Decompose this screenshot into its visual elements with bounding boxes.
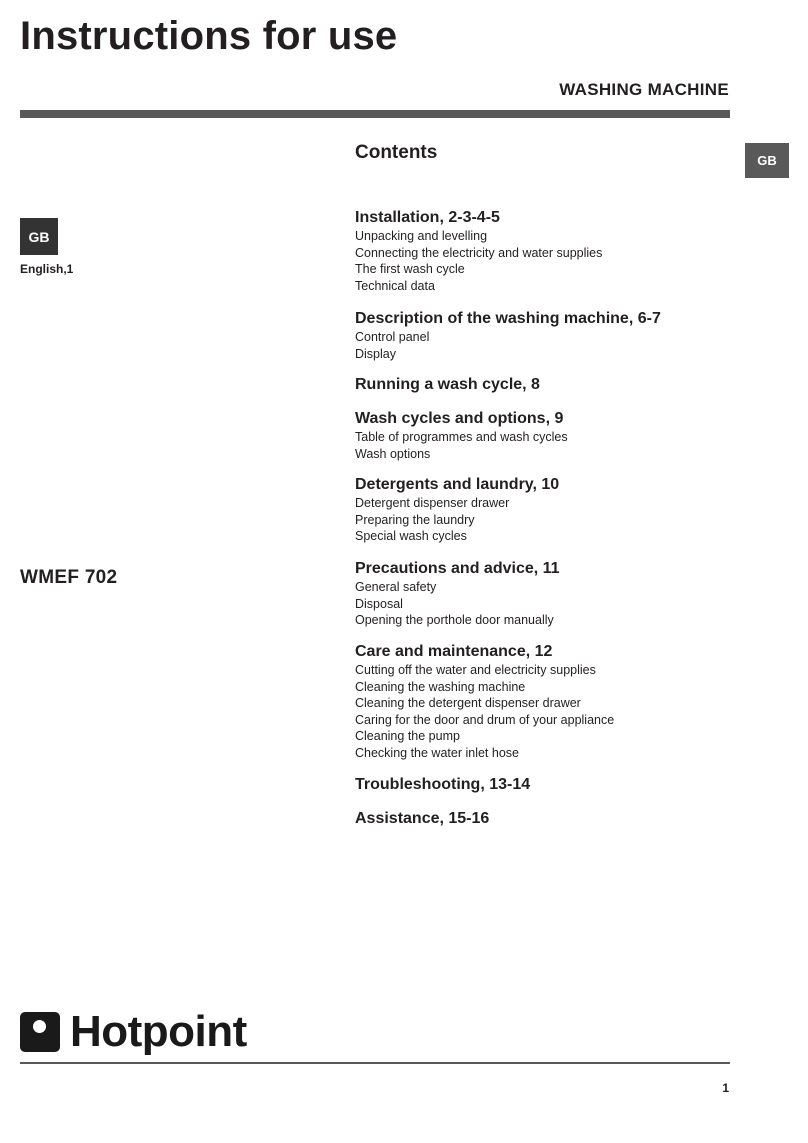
toc-item: Technical data [355, 278, 435, 293]
language-badge: GB [20, 218, 58, 255]
page-number: 1 [722, 1081, 729, 1095]
toc-item: Cutting off the water and electricity supplies [355, 663, 596, 677]
brand-name: Hotpoint [70, 1007, 247, 1056]
toc-item: Opening the porthole door manually [355, 613, 554, 628]
header-divider [20, 110, 730, 118]
toc-item: Cleaning the washing machine [355, 679, 526, 694]
toc-item: Wash options [355, 446, 431, 461]
toc-item: Checking the water inlet hose [355, 745, 519, 760]
toc-section-title: Running a wash cycle, 8 [355, 376, 540, 393]
toc-section-precautions [355, 559, 560, 629]
model-number: WMEF 702 [20, 567, 118, 588]
toc-item: The first wash cycle [355, 262, 465, 277]
toc-section-title: Care and maintenance, 12 [355, 643, 553, 660]
toc-item: Table of programmes and wash cycles [355, 430, 568, 444]
toc-item: Caring for the door and drum of your appliance [355, 712, 615, 727]
brand-logo [20, 1007, 247, 1057]
toc-item: Cleaning the pump [355, 729, 460, 744]
toc-item: Control panel [355, 330, 430, 344]
toc-section-description [355, 309, 661, 362]
toc-section-assistance [355, 809, 489, 829]
page-title: Instructions for use [20, 14, 398, 58]
footer-divider [20, 1062, 730, 1064]
toc-section-title: Assistance, 15-16 [355, 810, 490, 827]
toc-item: Preparing the laundry [355, 512, 475, 527]
language-label: English,1 [20, 262, 74, 276]
contents-heading: Contents [355, 142, 438, 163]
toc-section-title: Precautions and advice, 11 [355, 560, 560, 577]
toc-section-care [355, 642, 614, 762]
product-type: WASHING MACHINE [559, 80, 729, 99]
toc-item: Connecting the electricity and water supplies [355, 245, 603, 260]
toc-item: Display [355, 346, 396, 361]
toc-section-wash-cycles [355, 409, 568, 462]
toc-section-title: Detergents and laundry, 10 [355, 476, 560, 493]
toc-section-installation [355, 208, 602, 294]
toc-item: General safety [355, 580, 437, 594]
toc-section-detergents [355, 475, 559, 545]
toc-section-troubleshooting [355, 775, 530, 795]
hotpoint-logo-icon [20, 1012, 60, 1052]
toc-section-running [355, 375, 540, 395]
toc-item: Cleaning the detergent dispenser drawer [355, 696, 581, 711]
toc-section-title: Wash cycles and options, 9 [355, 410, 564, 427]
language-side-tab: GB [745, 143, 789, 178]
toc-item: Disposal [355, 596, 403, 611]
toc-section-title: Description of the washing machine, 6-7 [355, 310, 661, 327]
toc-item: Detergent dispenser drawer [355, 496, 510, 510]
toc-section-title: Installation, 2-3-4-5 [355, 209, 500, 226]
toc-item: Unpacking and levelling [355, 229, 488, 243]
toc-item: Special wash cycles [355, 529, 467, 544]
toc-section-title: Troubleshooting, 13-14 [355, 776, 531, 793]
